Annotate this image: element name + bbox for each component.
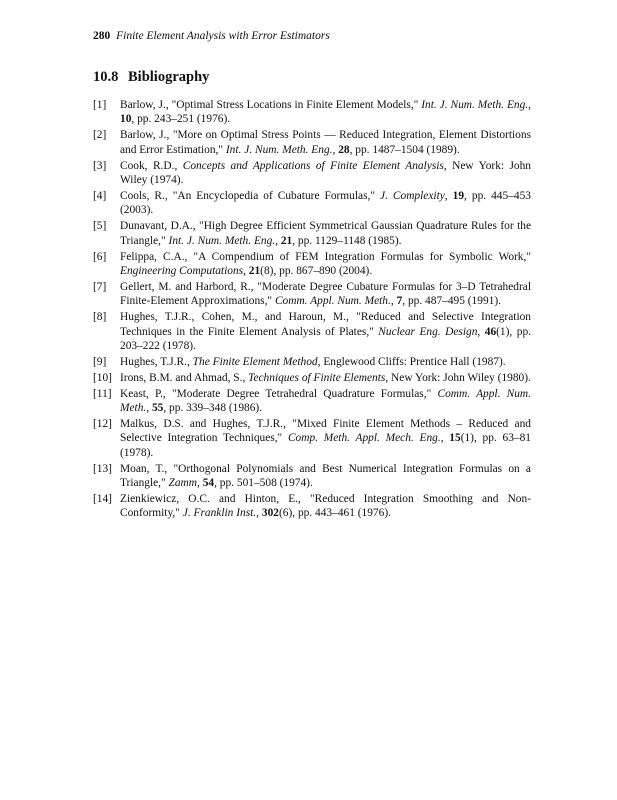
reference-journal: Concepts and Applications of Finite Element Analysis — [182, 159, 444, 172]
reference-segment: (6), pp. 443–461 (1976). — [278, 507, 391, 520]
bibliography-list — [93, 98, 531, 522]
reference-journal: Engineering Computations — [120, 264, 244, 277]
reference-volume: 46 — [484, 325, 497, 338]
reference-segment: Barlow, J., "More on Optimal Stress Points — Reduced Integration, Element Distortions and Error Estimation," — [120, 129, 531, 156]
reference-item — [93, 250, 531, 279]
reference-text — [120, 219, 531, 248]
reference-label: [8] — [93, 311, 107, 324]
reference-journal: Comm. Appl. Num. Meth. — [120, 387, 532, 415]
reference-label: [2] — [93, 129, 107, 142]
reference-segment: Dunavant, D.A., "High Degree Efficient Symmetrical Gaussian Quadrature Rules for the Triangle," — [120, 220, 531, 247]
reference-segment: (1), pp. 203–222 (1978). — [120, 325, 531, 352]
reference-segment: , — [477, 325, 485, 338]
reference-segment: , — [146, 402, 152, 415]
reference-segment: (8), pp. 867–890 (2004). — [260, 264, 373, 277]
reference-text — [120, 128, 531, 157]
reference-journal: Int. J. Num. Meth. Eng. — [168, 234, 276, 247]
reference-segment: , — [197, 477, 203, 490]
reference-segment: , — [256, 507, 262, 520]
reference-text — [120, 355, 531, 369]
reference-segment: Hughes, T.J.R., — [120, 355, 193, 368]
reference-segment: , — [444, 189, 453, 202]
reference-segment: , New York: John Wiley (1980). — [385, 371, 531, 384]
reference-label: [12] — [93, 418, 112, 431]
reference-label: [5] — [93, 220, 107, 233]
reference-segment: , — [332, 143, 339, 156]
reference-volume: 15 — [449, 432, 461, 445]
reference-journal: Comp. Meth. Appl. Mech. Eng. — [287, 432, 441, 445]
reference-journal: Int. J. Num. Meth. Eng. — [225, 143, 333, 156]
reference-item — [93, 219, 531, 248]
reference-segment: , pp. 1487–1504 (1989). — [349, 143, 460, 156]
reference-text — [120, 250, 531, 279]
reference-volume: 21 — [280, 234, 293, 247]
reference-volume: 54 — [202, 477, 215, 490]
reference-segment: , — [243, 264, 249, 277]
reference-label: [9] — [93, 355, 107, 368]
reference-item — [93, 310, 531, 353]
reference-segment: , — [275, 234, 281, 247]
reference-label: [4] — [93, 189, 107, 202]
reference-text — [120, 462, 531, 491]
reference-segment: Zienkiewicz, O.C. and Hinton, E., "Reduced Integration Smoothing and Non-Conformity," — [120, 493, 531, 520]
reference-journal: Int. J. Num. Meth. Eng. — [421, 99, 529, 111]
book-title: Finite Element Analysis with Error Estimators — [116, 30, 330, 42]
reference-segment: Gellert, M. and Harbord, R., "Moderate Degree Cubature Formulas for 3–D Tetrahedral Finite-Element Approximations," — [120, 280, 531, 308]
reference-text — [120, 417, 531, 460]
reference-text — [120, 492, 531, 521]
reference-label: [6] — [93, 250, 107, 263]
reference-segment: Cools, R., "An Encyclopedia of Cubature Formulas," — [120, 189, 381, 202]
reference-text — [120, 387, 531, 416]
reference-segment: , pp. 339–348 (1986). — [163, 402, 263, 415]
reference-item — [93, 128, 531, 157]
reference-label: [11] — [93, 387, 112, 400]
reference-segment: Malkus, D.S. and Hughes, T.J.R., "Mixed Finite Element Methods – Reduced and Selective Integration Techniques," — [120, 418, 531, 445]
reference-volume: 7 — [396, 295, 403, 308]
reference-volume: 19 — [452, 189, 465, 202]
reference-label: [7] — [93, 280, 107, 293]
reference-segment: Cook, R.D., — [120, 159, 183, 172]
reference-volume: 28 — [338, 143, 350, 156]
reference-journal: Nuclear Eng. Design — [378, 325, 478, 338]
section-title: Bibliography — [128, 69, 210, 85]
reference-segment: Irons, B.M. and Ahmad, S., — [120, 371, 249, 384]
reference-segment: , pp. 445–453 (2003). — [120, 189, 531, 217]
reference-segment: , pp. 501–508 (1974). — [214, 477, 313, 490]
reference-label: [1] — [93, 99, 107, 111]
reference-segment: , pp. 487–495 (1991). — [402, 295, 501, 308]
reference-journal: The Finite Element Method — [192, 355, 318, 368]
section-number: 10.8 — [93, 69, 119, 85]
reference-segment: Keast, P., "Moderate Degree Tetrahedral Quadrature Formulas," — [120, 387, 438, 400]
reference-text — [120, 280, 531, 309]
reference-volume: 302 — [261, 507, 279, 520]
reference-segment: , Englewood Cliffs: Prentice Hall (1987). — [317, 355, 506, 368]
reference-text — [120, 189, 531, 218]
reference-label: [3] — [93, 159, 107, 172]
reference-volume: 21 — [248, 264, 261, 277]
reference-segment: Barlow, J., "Optimal Stress Locations in Finite Element Models," — [120, 99, 422, 111]
reference-label: [10] — [93, 371, 112, 384]
reference-item — [93, 280, 531, 309]
reference-item — [93, 355, 531, 369]
reference-item — [93, 98, 531, 127]
reference-segment: , — [440, 432, 450, 445]
reference-segment: , — [528, 99, 531, 111]
reference-journal: Comm. Appl. Num. Meth. — [274, 295, 391, 308]
reference-item — [93, 371, 531, 385]
reference-journal: Zamm — [168, 477, 198, 490]
reference-text — [120, 371, 531, 385]
reference-label: [14] — [93, 493, 112, 506]
reference-segment: , — [390, 295, 397, 308]
reference-item — [93, 492, 531, 521]
reference-segment: Hughes, T.J.R., Cohen, M., and Haroun, M., "Reduced and Selective Integration Techniques in the Finite Element Analysis of Plates," — [120, 311, 531, 338]
reference-segment: , pp. 243–251 (1976). — [131, 113, 231, 126]
reference-journal: J. Franklin Inst. — [182, 507, 257, 520]
reference-text — [120, 310, 531, 353]
section-heading — [93, 68, 209, 86]
reference-item — [93, 417, 531, 460]
reference-segment: , New York: John Wiley (1974). — [120, 159, 531, 187]
reference-label: [13] — [93, 462, 112, 475]
reference-item — [93, 189, 531, 218]
reference-text — [120, 159, 531, 188]
reference-item — [93, 462, 531, 491]
reference-journal: J. Complexity — [380, 189, 445, 202]
reference-segment: (1), pp. 63–81 (1978). — [120, 432, 532, 459]
reference-journal: Techniques of Finite Elements — [248, 371, 386, 384]
page-number: 280 — [93, 30, 111, 42]
reference-segment: , pp. 1129–1148 (1985). — [292, 234, 402, 247]
reference-item — [93, 387, 531, 416]
reference-text — [120, 98, 531, 127]
running-header — [93, 29, 330, 43]
reference-volume: 55 — [151, 402, 164, 415]
reference-item — [93, 159, 531, 188]
reference-segment: Moan, T., "Orthogonal Polynomials and Best Numerical Integration Formulas on a Triangle," — [120, 462, 531, 490]
reference-volume: 10 — [120, 113, 132, 126]
reference-segment: Felippa, C.A., "A Compendium of FEM Integration Formulas for Symbolic Work," — [120, 250, 531, 263]
